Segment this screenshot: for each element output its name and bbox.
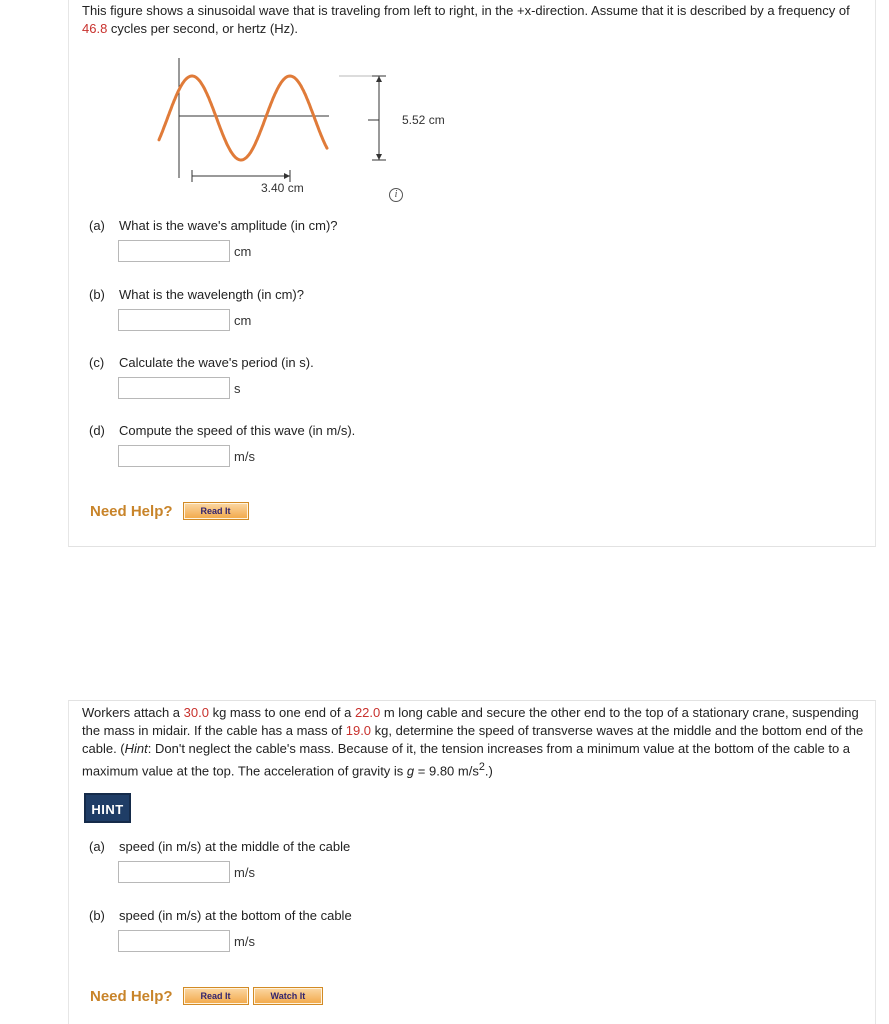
need-help-label: Need Help?: [90, 987, 173, 1005]
watch-it-button[interactable]: Watch It: [253, 987, 324, 1005]
answer-b-row: [118, 930, 255, 952]
question-a: (a) speed (in m/s) at the middle of the cable: [89, 839, 351, 854]
question-a: (a) What is the wave's amplitude (in cm)?: [89, 218, 338, 233]
mass-value: 30.0: [183, 705, 209, 720]
unit-label: m/s: [234, 933, 255, 949]
wave-curve: [159, 76, 327, 160]
answer-a-row: [118, 861, 255, 883]
problem-2-statement: Workers attach a 30.0 kg mass to one end of a 22.0 m long cable and secure the other end to the top of a stationary crane, suspending the mass in midair. If the cable has a mass of 19.0 kg, determine the speed of transverse waves at the middle and the bottom end of the cable. (Hint: Don't neglect the cable's mass. Because of it, the tension increases from a minimum value at the bottom of the cable to a maximum value at the top. The acceleration of gravity is g = 9.80 $m/s^2$.): [82, 705, 864, 779]
cable-mass-value: 19.0: [345, 723, 372, 738]
problem-1-statement: This figure shows a sinusoidal wave that is traveling from left to right, in the +x-direction. Assume that it is described by a frequency of 46.8 cycles per second, or hertz (Hz).: [82, 3, 850, 36]
problem-card-1: [68, 0, 876, 547]
period-input[interactable]: [118, 377, 230, 399]
frequency-value: 46.8: [82, 21, 108, 36]
problem-card-2: [68, 700, 876, 1024]
length-value: 22.0: [354, 705, 381, 720]
question-c: (c) Calculate the wave's period (in s).: [89, 355, 314, 370]
info-icon[interactable]: i: [389, 188, 403, 202]
wave-figure: [139, 50, 445, 205]
hint-button[interactable]: HINT: [84, 793, 131, 823]
wavelength-input[interactable]: [118, 309, 230, 331]
question-b: (b) What is the wavelength (in cm)?: [89, 287, 304, 302]
unit-label: m/s: [234, 864, 255, 880]
answer-a-row: [118, 240, 251, 262]
width-label: 3.40 cm: [261, 181, 304, 195]
speed-input[interactable]: [118, 445, 230, 467]
answer-d-row: [118, 445, 255, 467]
question-b: (b) speed (in m/s) at the bottom of the cable: [89, 908, 352, 923]
question-d: (d) Compute the speed of this wave (in m/s).: [89, 423, 356, 438]
bottom-speed-input[interactable]: [118, 930, 230, 952]
answer-c-row: [118, 377, 241, 399]
height-label: 5.52 cm: [402, 113, 445, 127]
unit-label: m/s: [234, 448, 255, 464]
need-help-section: [90, 987, 327, 1005]
unit-label: s: [234, 380, 241, 396]
unit-label: cm: [234, 243, 252, 259]
read-it-button[interactable]: Read It: [183, 502, 249, 520]
read-it-button[interactable]: Read It: [183, 987, 249, 1005]
need-help-label: Need Help?: [90, 502, 173, 520]
unit-label: cm: [234, 312, 252, 328]
answer-b-row: [118, 309, 251, 331]
middle-speed-input[interactable]: [118, 861, 230, 883]
amplitude-input[interactable]: [118, 240, 230, 262]
need-help-section: [90, 502, 253, 520]
